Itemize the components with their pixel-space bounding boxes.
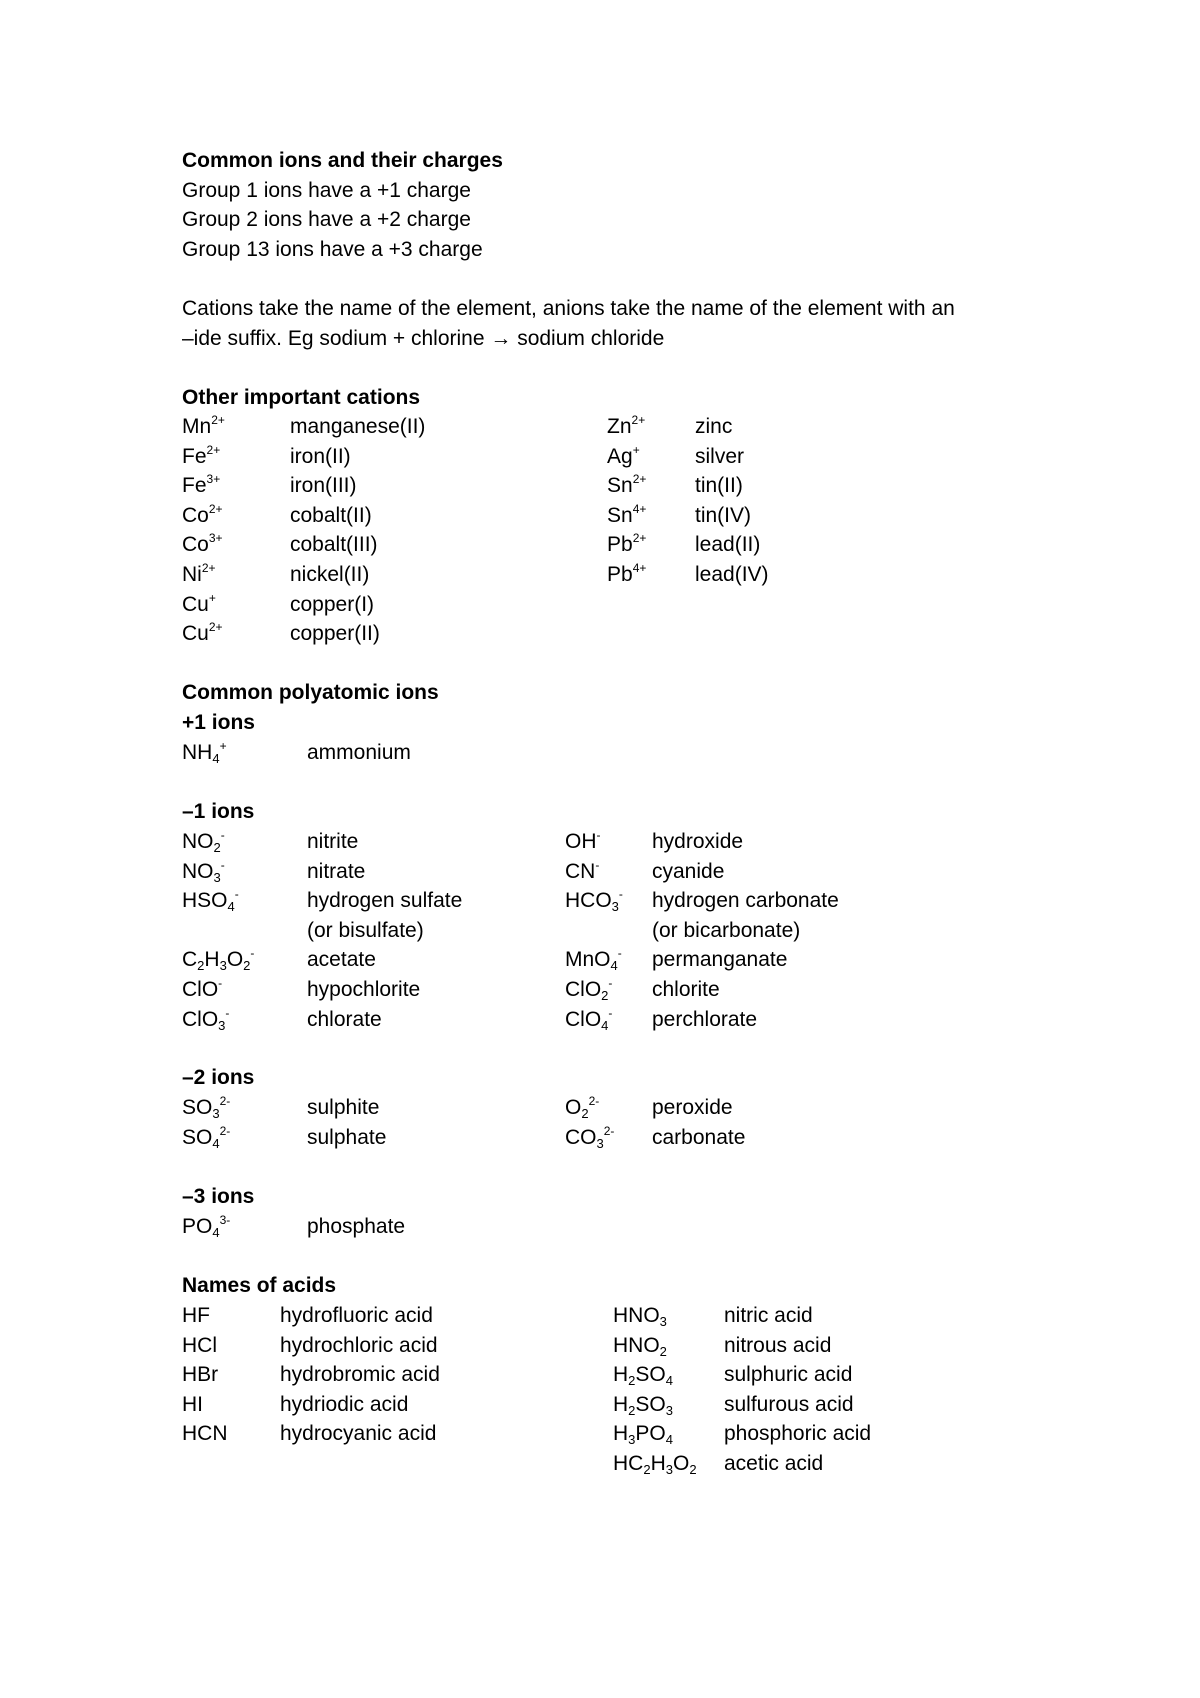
formula-text: NO bbox=[182, 830, 214, 853]
compound-name: acetate bbox=[307, 948, 376, 971]
formula bbox=[613, 1421, 673, 1447]
subscript: 3 bbox=[665, 1462, 673, 1477]
subscript: 2 bbox=[581, 1106, 589, 1121]
compound-name: copper(II) bbox=[290, 622, 380, 645]
compound-name: acetic acid bbox=[724, 1452, 824, 1475]
charge: 4+ bbox=[632, 561, 647, 575]
formula-text: SO bbox=[182, 1126, 213, 1149]
compound-name: iron(III) bbox=[290, 474, 357, 497]
formula bbox=[182, 592, 216, 618]
subscript: 3 bbox=[665, 1403, 673, 1418]
formula bbox=[613, 1451, 697, 1477]
formula-text: NH bbox=[182, 741, 213, 764]
formula bbox=[182, 1392, 203, 1418]
charge: - bbox=[218, 976, 223, 990]
charge: - bbox=[250, 946, 255, 960]
compound-name: manganese(II) bbox=[290, 415, 426, 438]
charge: 2+ bbox=[208, 502, 223, 516]
cations-heading: Other important cations bbox=[182, 386, 421, 409]
formula-text: H bbox=[650, 1452, 666, 1475]
charge: - bbox=[608, 976, 613, 990]
minus2-ions-heading: –2 ions bbox=[182, 1066, 255, 1089]
formula bbox=[607, 532, 646, 558]
subscript: 3 bbox=[611, 899, 619, 914]
formula-text: HCN bbox=[182, 1422, 228, 1445]
formula bbox=[565, 1095, 599, 1121]
compound-name: sulphite bbox=[307, 1096, 380, 1119]
charge: + bbox=[219, 739, 227, 753]
subscript: 3 bbox=[213, 870, 221, 885]
formula-text: HNO bbox=[613, 1334, 660, 1357]
compound-name: chlorate bbox=[307, 1008, 382, 1031]
compound-name: hydrocyanic acid bbox=[280, 1422, 437, 1445]
compound-name: sulphate bbox=[307, 1126, 387, 1149]
charge: 2+ bbox=[632, 531, 647, 545]
formula-text: O bbox=[226, 948, 244, 971]
formula bbox=[182, 888, 239, 914]
formula bbox=[182, 1303, 210, 1329]
formula-text: O bbox=[565, 1096, 582, 1119]
charge: 2+ bbox=[211, 413, 225, 427]
element-symbol: Fe bbox=[182, 445, 207, 468]
compound-name: copper(I) bbox=[290, 593, 375, 616]
formula bbox=[613, 1303, 667, 1329]
compound-name: sulphuric acid bbox=[724, 1363, 853, 1386]
formula bbox=[613, 1392, 673, 1418]
formula-text: PO bbox=[182, 1215, 213, 1238]
compound-name: peroxide bbox=[652, 1096, 733, 1119]
subscript: 4 bbox=[227, 899, 235, 914]
compound-name: hydriodic acid bbox=[280, 1393, 409, 1416]
subscript: 3 bbox=[659, 1314, 667, 1329]
element-symbol: Sn bbox=[607, 474, 633, 497]
compound-name: nitrite bbox=[307, 830, 359, 853]
formula bbox=[182, 1421, 228, 1447]
compound-name: iron(II) bbox=[290, 445, 351, 468]
element-symbol: Co bbox=[182, 533, 209, 556]
formula bbox=[607, 562, 646, 588]
compound-name: silver bbox=[695, 445, 745, 468]
compound-name: cyanide bbox=[652, 860, 725, 883]
formula-text: MnO bbox=[565, 948, 611, 971]
compound-name: nitrate bbox=[307, 860, 366, 883]
formula-text: HCl bbox=[182, 1334, 217, 1357]
compound-name: nitrous acid bbox=[724, 1334, 832, 1357]
formula-text: O bbox=[672, 1452, 690, 1475]
subscript: 2 bbox=[689, 1462, 697, 1477]
compound-name: hydrogen carbonate bbox=[652, 889, 839, 912]
element-symbol: Cu bbox=[182, 622, 209, 645]
naming-rule-line-1: Cations take the name of the element, anions take the name of the element with an bbox=[182, 297, 955, 320]
formula bbox=[182, 621, 223, 647]
compound-name: hydrochloric acid bbox=[280, 1334, 438, 1357]
compound-name: chlorite bbox=[652, 978, 720, 1001]
subscript: 2 bbox=[659, 1344, 667, 1359]
charge: - bbox=[234, 887, 239, 901]
formula bbox=[565, 888, 623, 914]
element-symbol: Pb bbox=[607, 533, 633, 556]
compound-name: hydroxide bbox=[652, 830, 744, 853]
formula bbox=[182, 473, 220, 499]
charge: 3+ bbox=[208, 531, 223, 545]
formula bbox=[182, 977, 222, 1003]
charge: - bbox=[595, 858, 600, 872]
formula bbox=[182, 1333, 217, 1359]
formula bbox=[182, 740, 227, 766]
element-symbol: Pb bbox=[607, 563, 633, 586]
subscript: 2 bbox=[643, 1462, 651, 1477]
formula-text: ClO bbox=[182, 978, 219, 1001]
subscript: 4 bbox=[610, 958, 618, 973]
compound-name: permanganate bbox=[652, 948, 788, 971]
formula bbox=[182, 1214, 230, 1240]
formula bbox=[182, 1362, 218, 1388]
compound-name: nitric acid bbox=[724, 1304, 813, 1327]
charge: 2- bbox=[219, 1094, 231, 1108]
charge: + bbox=[632, 443, 640, 457]
compound-name: sulfurous acid bbox=[724, 1393, 854, 1416]
element-symbol: Mn bbox=[182, 415, 212, 438]
formula bbox=[607, 473, 646, 499]
compound-name: cobalt(III) bbox=[290, 533, 378, 556]
group1-charge-line: Group 1 ions have a +1 charge bbox=[182, 179, 471, 202]
compound-name: tin(IV) bbox=[695, 504, 752, 527]
acids-heading: Names of acids bbox=[182, 1274, 337, 1297]
subscript: 4 bbox=[212, 1225, 220, 1240]
compound-name: phosphate bbox=[307, 1215, 406, 1238]
subscript: 3 bbox=[218, 1018, 226, 1033]
compound-name: hydrogen sulfate bbox=[307, 889, 463, 912]
subscript: 4 bbox=[665, 1432, 673, 1447]
charge: + bbox=[208, 591, 216, 605]
formula-text: SO bbox=[635, 1393, 666, 1416]
subscript: 4 bbox=[212, 1136, 220, 1151]
compound-name: lead(II) bbox=[695, 533, 761, 556]
formula-text: SO bbox=[182, 1096, 213, 1119]
group2-charge-line: Group 2 ions have a +2 charge bbox=[182, 208, 471, 231]
charge: - bbox=[225, 1006, 230, 1020]
group13-charge-line: Group 13 ions have a +3 charge bbox=[182, 238, 483, 261]
subscript: 3 bbox=[596, 1136, 604, 1151]
charge: 2+ bbox=[631, 413, 646, 427]
formula-text: ClO bbox=[565, 1008, 602, 1031]
compound-name: perchlorate bbox=[652, 1008, 758, 1031]
element-symbol: Ni bbox=[182, 563, 202, 586]
element-symbol: Cu bbox=[182, 593, 209, 616]
formula-text: H bbox=[613, 1393, 629, 1416]
subscript: 2 bbox=[213, 840, 221, 855]
element-symbol: Co bbox=[182, 504, 209, 527]
compound-name: ammonium bbox=[307, 741, 411, 764]
charge: 3- bbox=[219, 1213, 231, 1227]
formula-text: ClO bbox=[182, 1008, 219, 1031]
compound-name: tin(II) bbox=[695, 474, 743, 497]
formula bbox=[565, 977, 612, 1003]
compound-name: hydrofluoric acid bbox=[280, 1304, 433, 1327]
page-title: Common ions and their charges bbox=[182, 149, 503, 172]
formula bbox=[182, 829, 225, 855]
compound-name: zinc bbox=[695, 415, 733, 438]
compound-name: hydrobromic acid bbox=[280, 1363, 440, 1386]
formula bbox=[182, 947, 254, 973]
formula bbox=[182, 444, 220, 470]
subscript: 2 bbox=[628, 1373, 636, 1388]
charge: - bbox=[608, 1006, 613, 1020]
subscript: 2 bbox=[628, 1403, 636, 1418]
formula bbox=[565, 1007, 612, 1033]
formula bbox=[607, 414, 645, 440]
polyatomic-heading: Common polyatomic ions bbox=[182, 681, 439, 704]
subscript: 4 bbox=[212, 751, 220, 766]
subscript: 2 bbox=[197, 958, 205, 973]
charge: - bbox=[617, 946, 622, 960]
minus1-ions-heading: –1 ions bbox=[182, 800, 255, 823]
formula-text: PO bbox=[635, 1422, 666, 1445]
formula-text: C bbox=[182, 948, 198, 971]
compound-alt-name: (or bicarbonate) bbox=[652, 919, 801, 942]
charge: 4+ bbox=[632, 502, 647, 516]
formula-text: HNO bbox=[613, 1304, 660, 1327]
formula-text: ClO bbox=[565, 978, 602, 1001]
formula bbox=[182, 503, 223, 529]
compound-name: phosphoric acid bbox=[724, 1422, 872, 1445]
subscript: 3 bbox=[628, 1432, 636, 1447]
subscript: 3 bbox=[212, 1106, 220, 1121]
formula bbox=[182, 1125, 230, 1151]
element-symbol: Ag bbox=[607, 445, 633, 468]
compound-name: cobalt(II) bbox=[290, 504, 372, 527]
charge: 2+ bbox=[201, 561, 216, 575]
compound-name: lead(IV) bbox=[695, 563, 769, 586]
compound-alt-name: (or bisulfate) bbox=[307, 919, 424, 942]
formula-text: CO bbox=[565, 1126, 597, 1149]
charge: - bbox=[220, 828, 225, 842]
formula-text: H bbox=[204, 948, 220, 971]
charge: 3+ bbox=[206, 472, 221, 486]
formula bbox=[565, 947, 622, 973]
formula bbox=[182, 859, 225, 885]
plus1-ions-heading: +1 ions bbox=[182, 711, 255, 734]
element-symbol: Zn bbox=[607, 415, 632, 438]
formula bbox=[182, 1007, 229, 1033]
charge: 2- bbox=[603, 1124, 615, 1138]
charge: 2- bbox=[219, 1124, 231, 1138]
formula bbox=[607, 444, 640, 470]
formula bbox=[565, 859, 599, 885]
formula-text: HF bbox=[182, 1304, 210, 1327]
compound-name: carbonate bbox=[652, 1126, 746, 1149]
formula-text: CN bbox=[565, 860, 596, 883]
charge: 2+ bbox=[632, 472, 647, 486]
formula-text: OH bbox=[565, 830, 597, 853]
subscript: 4 bbox=[665, 1373, 673, 1388]
charge: 2- bbox=[588, 1094, 600, 1108]
charge: - bbox=[596, 828, 601, 842]
element-symbol: Sn bbox=[607, 504, 633, 527]
subscript: 2 bbox=[601, 988, 609, 1003]
formula bbox=[182, 532, 223, 558]
formula bbox=[182, 1095, 230, 1121]
formula-text: HSO bbox=[182, 889, 228, 912]
formula-text: HC bbox=[613, 1452, 644, 1475]
formula-text: NO bbox=[182, 860, 214, 883]
subscript: 3 bbox=[219, 958, 227, 973]
formula bbox=[613, 1333, 667, 1359]
subscript: 4 bbox=[601, 1018, 609, 1033]
formula-text: HCO bbox=[565, 889, 612, 912]
charge: 2+ bbox=[206, 443, 221, 457]
formula-text: HI bbox=[182, 1393, 203, 1416]
formula bbox=[182, 562, 216, 588]
formula-text: H bbox=[613, 1363, 629, 1386]
minus3-ions-heading: –3 ions bbox=[182, 1185, 255, 1208]
formula bbox=[182, 414, 225, 440]
compound-name: hypochlorite bbox=[307, 978, 421, 1001]
formula-text: SO bbox=[635, 1363, 666, 1386]
formula bbox=[613, 1362, 673, 1388]
charge: 2+ bbox=[208, 620, 223, 634]
formula-text: H bbox=[613, 1422, 629, 1445]
element-symbol: Fe bbox=[182, 474, 207, 497]
naming-rule-line-2: –ide suffix. Eg sodium + chlorine → sodium chloride bbox=[182, 327, 665, 350]
charge: - bbox=[220, 858, 225, 872]
formula bbox=[565, 829, 601, 855]
formula-text: HBr bbox=[182, 1363, 219, 1386]
subscript: 2 bbox=[243, 958, 251, 973]
charge: - bbox=[618, 887, 623, 901]
formula bbox=[607, 503, 646, 529]
formula bbox=[565, 1125, 614, 1151]
compound-name: nickel(II) bbox=[290, 563, 370, 586]
